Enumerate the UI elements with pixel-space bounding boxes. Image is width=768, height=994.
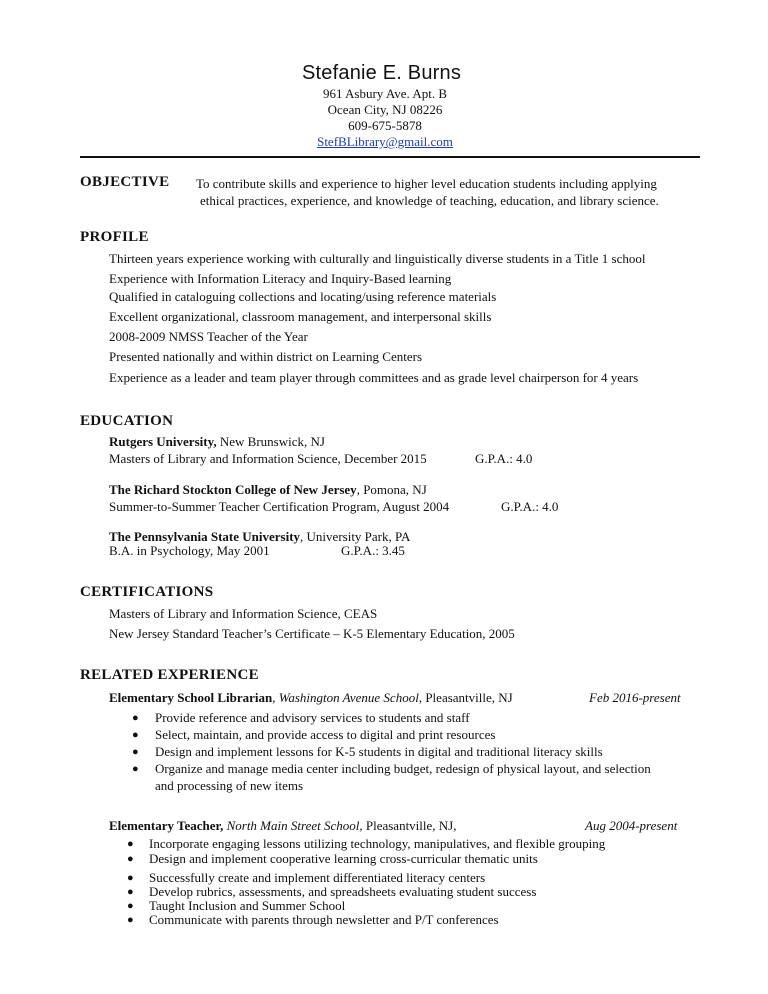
- job-bullet: Successfully create and implement differentiated literacy centers: [149, 870, 486, 885]
- job-school: Washington Avenue School: [278, 690, 419, 705]
- gpa: G.P.A.: 4.0: [475, 451, 533, 466]
- job-bullet: Provide reference and advisory services to students and staff: [155, 710, 470, 725]
- job-bullet: Select, maintain, and provide access to digital and print resources: [155, 727, 496, 742]
- degree-line: Summer-to-Summer Teacher Certification Program, August 2004: [109, 499, 450, 514]
- job-dates: Feb 2016-present: [589, 690, 681, 705]
- bullet-icon: ●: [127, 872, 134, 884]
- experience-heading: RELATED EXPERIENCE: [80, 667, 259, 683]
- bullet-icon: ●: [127, 914, 134, 926]
- job-location: Pleasantville, NJ,: [362, 818, 457, 833]
- school-entry: [109, 434, 325, 450]
- job-bullet-continuation: and processing of new items: [155, 778, 304, 793]
- bullet-icon: ●: [132, 763, 139, 775]
- profile-item: Qualified in cataloguing collections and locating/using reference materials: [109, 289, 497, 304]
- school-name: The Pennsylvania State University: [109, 529, 301, 544]
- profile-item: 2008-2009 NMSS Teacher of the Year: [109, 329, 308, 344]
- job-dates: Aug 2004-present: [585, 818, 678, 833]
- gpa: G.P.A.: 3.45: [341, 543, 405, 558]
- bullet-icon: ●: [127, 886, 134, 898]
- job-bullet: Organize and manage media center including budget, redesign of physical layout, and selection: [155, 761, 651, 776]
- school-location: New Brunswick, NJ: [216, 434, 325, 449]
- bullet-icon: ●: [127, 900, 134, 912]
- bullet-icon: ●: [132, 746, 139, 758]
- profile-item: Excellent organizational, classroom management, and interpersonal skills: [109, 309, 492, 324]
- bullet-icon: ●: [127, 838, 134, 850]
- school-entry: [109, 482, 427, 498]
- degree-line: Masters of Library and Information Science, December 2015: [109, 451, 427, 466]
- job-bullet: Develop rubrics, assessments, and spreadsheets evaluating student success: [149, 884, 537, 899]
- certification-item: New Jersey Standard Teacher’s Certificate – K-5 Elementary Education, 2005: [109, 626, 515, 641]
- address-line-2: Ocean City, NJ 08226: [327, 102, 443, 117]
- job-location: , Pleasantville, NJ: [418, 690, 513, 705]
- gpa: G.P.A.: 4.0: [501, 499, 559, 514]
- job-bullet: Design and implement cooperative learning cross-curricular thematic units: [149, 851, 538, 866]
- school-location: , University Park, PA: [300, 529, 411, 544]
- profile-item: Experience as a leader and team player through committees and as grade level chairperson for 4 years: [109, 370, 639, 385]
- objective-heading: OBJECTIVE: [80, 174, 170, 190]
- school-name: Rutgers University,: [109, 434, 217, 449]
- job-title-line: Elementary School Librarian, Washington Avenue School, Pleasantville, NJ: [109, 690, 513, 705]
- education-heading: EDUCATION: [80, 413, 174, 429]
- certification-item: Masters of Library and Information Science, CEAS: [109, 606, 378, 621]
- job-school: North Main Street School,: [226, 818, 363, 833]
- school-location: , Pomona, NJ: [356, 482, 427, 497]
- bullet-icon: ●: [127, 853, 134, 865]
- email-link[interactable]: StefBLibrary@gmail.com: [317, 134, 453, 149]
- profile-item: Presented nationally and within district on Learning Centers: [109, 349, 423, 364]
- school-name: The Richard Stockton College of New Jersey: [109, 482, 357, 497]
- job-bullet: Design and implement lessons for K-5 students in digital and traditional literacy skills: [155, 744, 603, 759]
- job-bullet: Taught Inclusion and Summer School: [149, 898, 346, 913]
- email-link-wrap: [300, 134, 470, 150]
- job-bullet: Communicate with parents through newsletter and P/T conferences: [149, 912, 499, 927]
- certifications-heading: CERTIFICATIONS: [80, 584, 214, 600]
- job-title-line: [109, 818, 457, 834]
- profile-item: Experience with Information Literacy and Inquiry-Based learning: [109, 271, 452, 286]
- job-bullet: Incorporate engaging lessons utilizing technology, manipulatives, and flexible grouping: [149, 836, 606, 851]
- degree-line: B.A. in Psychology, May 2001: [109, 543, 270, 558]
- phone-number: 609-675-5878: [348, 118, 422, 133]
- profile-heading: PROFILE: [80, 229, 149, 245]
- objective-line-2: ethical practices, experience, and knowledge of teaching, education, and library science.: [200, 193, 659, 208]
- profile-item: Thirteen years experience working with culturally and linguistically diverse students in a Title 1 school: [109, 251, 646, 266]
- job-title: Elementary School Librarian: [109, 690, 273, 705]
- header-divider: [80, 156, 700, 158]
- bullet-icon: ●: [132, 712, 139, 724]
- address-line-1: 961 Asbury Ave. Apt. B: [323, 86, 447, 101]
- job-title: Elementary Teacher,: [109, 818, 224, 833]
- objective-line-1: To contribute skills and experience to higher level education students including applying: [196, 176, 657, 191]
- candidate-name: Stefanie E. Burns: [302, 62, 462, 84]
- bullet-icon: ●: [132, 729, 139, 741]
